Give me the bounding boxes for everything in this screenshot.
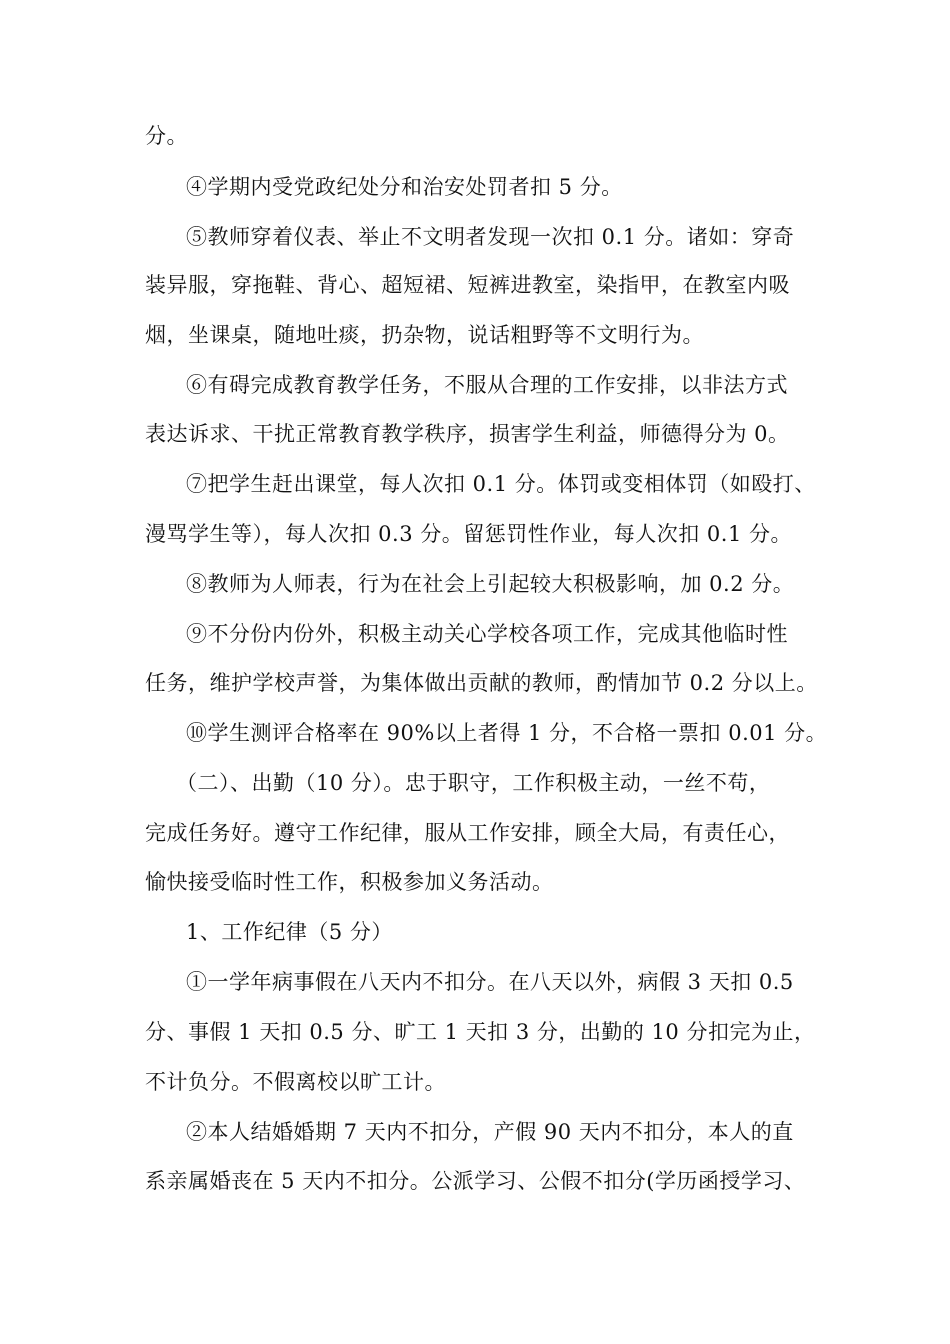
text-line: ⑩学生测评合格率在 90%以上者得 1 分，不合格一票扣 0.01 分。 [186,721,828,745]
text-line: 任务，维护学校声誉，为集体做出贡献的教师，酌情加节 0.2 分以上。 [145,671,818,695]
subsection-heading: 1、工作纪律（5 分） [186,920,393,944]
text-line: 漫骂学生等），每人次扣 0.3 分。留惩罚性作业，每人次扣 0.1 分。 [145,522,792,546]
text-line: 系亲属婚丧在 5 天内不扣分。公派学习、公假不扣分(学历函授学习、 [145,1169,806,1193]
text-line: 愉快接受临时性工作，积极参加义务活动。 [145,870,554,894]
section-heading: （二）、出勤（10 分）。忠于职守，工作积极主动，一丝不苟， [176,771,771,795]
text-line: 装异服，穿拖鞋、背心、超短裙、短裤进教室，染指甲，在教室内吸 [145,273,790,297]
text-line: ①一学年病事假在八天内不扣分。在八天以外，病假 3 天扣 0.5 [186,970,794,994]
text-line: 完成任务好。遵守工作纪律，服从工作安排，顾全大局，有责任心， [145,821,790,845]
text-line: 不计负分。不假离校以旷工计。 [145,1070,446,1094]
text-line: 烟，坐课桌，随地吐痰，扔杂物，说话粗野等不文明行为。 [145,323,704,347]
text-line: ④学期内受党政纪处分和治安处罚者扣 5 分。 [186,175,623,199]
text-line: ⑥有碍完成教育教学任务，不服从合理的工作安排，以非法方式 [186,373,788,397]
text-line: 分。 [145,124,188,148]
text-line: ⑤教师穿着仪表、举止不文明者发现一次扣 0.1 分。诸如：穿奇 [186,225,795,249]
text-line: 分、事假 1 天扣 0.5 分、旷工 1 天扣 3 分，出勤的 10 分扣完为止， [145,1020,816,1044]
text-line: ②本人结婚婚期 7 天内不扣分，产假 90 天内不扣分，本人的直 [186,1120,794,1144]
text-line: ⑧教师为人师表，行为在社会上引起较大积极影响，加 0.2 分。 [186,572,795,596]
text-line: ⑦把学生赶出课堂，每人次扣 0.1 分。体罚或变相体罚（如殴打、 [186,472,816,496]
text-line: 表达诉求、干扰正常教育教学秩序，损害学生利益，师德得分为 0。 [145,422,790,446]
text-line: ⑨不分份内份外，积极主动关心学校各项工作，完成其他临时性 [186,622,788,646]
